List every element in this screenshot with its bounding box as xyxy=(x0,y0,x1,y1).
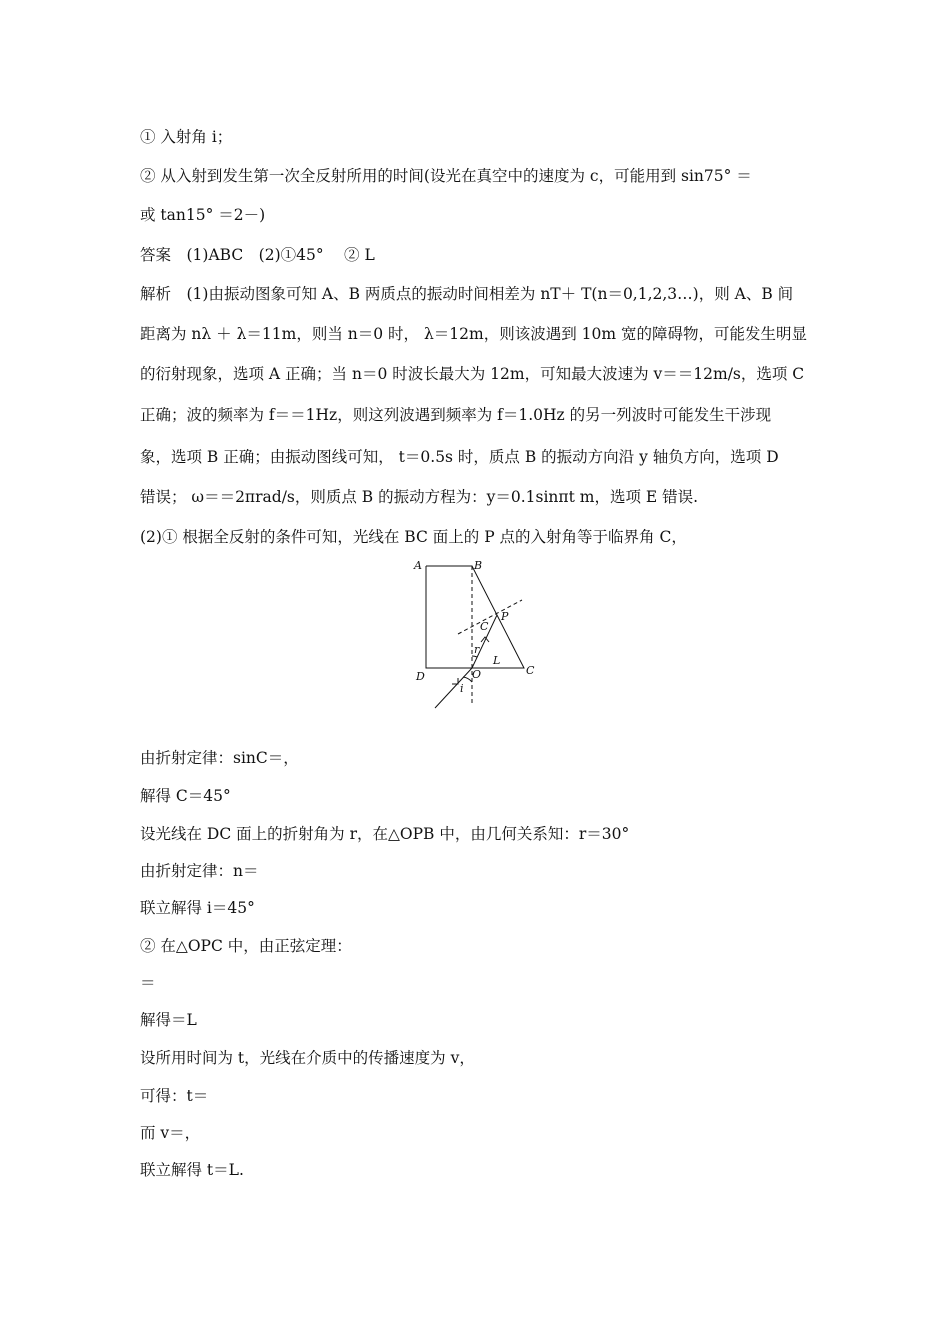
text-line: ＝ xyxy=(140,974,156,992)
label-o: O xyxy=(472,668,482,681)
answer-line: 答案 (1)ABC (2)①45° ② L xyxy=(140,246,375,264)
label-l: L xyxy=(493,654,501,667)
text-line: 距离为 nλ ＋ λ＝11m，则当 n＝0 时， λ＝12m，则该波遇到 10m 宽的障碍物，可能发生明显 xyxy=(140,325,807,343)
label-i: i xyxy=(460,682,464,695)
text-line: 联立解得 t＝L. xyxy=(140,1161,244,1179)
arc-i xyxy=(463,677,472,682)
text-line: ② 从入射到发生第一次全反射所用的时间(设光在真空中的速度为 c，可能用到 sin75° ＝ xyxy=(140,167,752,185)
text-line: 象，选项 B 正确；由振动图线可知， t＝0.5s 时，质点 B 的振动方向沿 y 轴负方向，选项 D xyxy=(140,448,779,466)
text-line: 由折射定律：sinC＝， xyxy=(140,749,299,767)
arrow-incident xyxy=(452,678,458,684)
label-c: C xyxy=(526,664,535,677)
text-line: (2)① 根据全反射的条件可知，光线在 BC 面上的 P 点的入射角等于临界角 C， xyxy=(140,528,687,546)
optics-diagram xyxy=(400,552,560,712)
analysis-line: 解析 (1)由振动图象可知 A、B 两质点的振动时间相差为 nT＋ T(n＝0,1,2,3…)，则 A、B 间 xyxy=(140,285,794,303)
text-line: 联立解得 i＝45° xyxy=(140,899,255,917)
text-line: 正确；波的频率为 f＝＝1Hz，则这列波遇到频率为 f＝1.0Hz 的另一列波时可能发生干涉现 xyxy=(140,406,772,424)
label-p: P xyxy=(501,610,509,623)
incident-ray xyxy=(435,668,472,708)
text-line: ① 入射角 i； xyxy=(140,128,233,146)
text-line: 设光线在 DC 面上的折射角为 r，在△OPB 中，由几何关系知：r＝30° xyxy=(140,825,630,843)
arc-r xyxy=(472,656,477,657)
text-line: 解得 C＝45° xyxy=(140,787,231,805)
text-line: 错误； ω＝＝2πrad/s，则质点 B 的振动方程为：y＝0.1sinπt m，选项 E 错误. xyxy=(140,488,699,506)
label-a: A xyxy=(414,559,422,572)
label-d: D xyxy=(416,670,425,683)
label-r: r xyxy=(474,643,480,656)
text-line: 而 v＝， xyxy=(140,1124,201,1142)
text-line: 设所用时间为 t，光线在介质中的传播速度为 v， xyxy=(140,1049,475,1067)
text-line: ② 在△OPC 中，由正弦定理： xyxy=(140,937,352,955)
text-line: 的衍射现象，选项 A 正确；当 n＝0 时波长最大为 12m，可知最大波速为 v＝＝12m/s，选项 C xyxy=(140,365,805,383)
label-critical-angle: C xyxy=(480,620,489,633)
text-line: 解得＝L xyxy=(140,1011,197,1029)
label-b: B xyxy=(474,559,483,572)
text-line: 由折射定律：n＝ xyxy=(140,862,259,880)
text-line: 或 tan15° ＝2－) xyxy=(140,206,266,224)
text-line: 可得：t＝ xyxy=(140,1087,209,1105)
